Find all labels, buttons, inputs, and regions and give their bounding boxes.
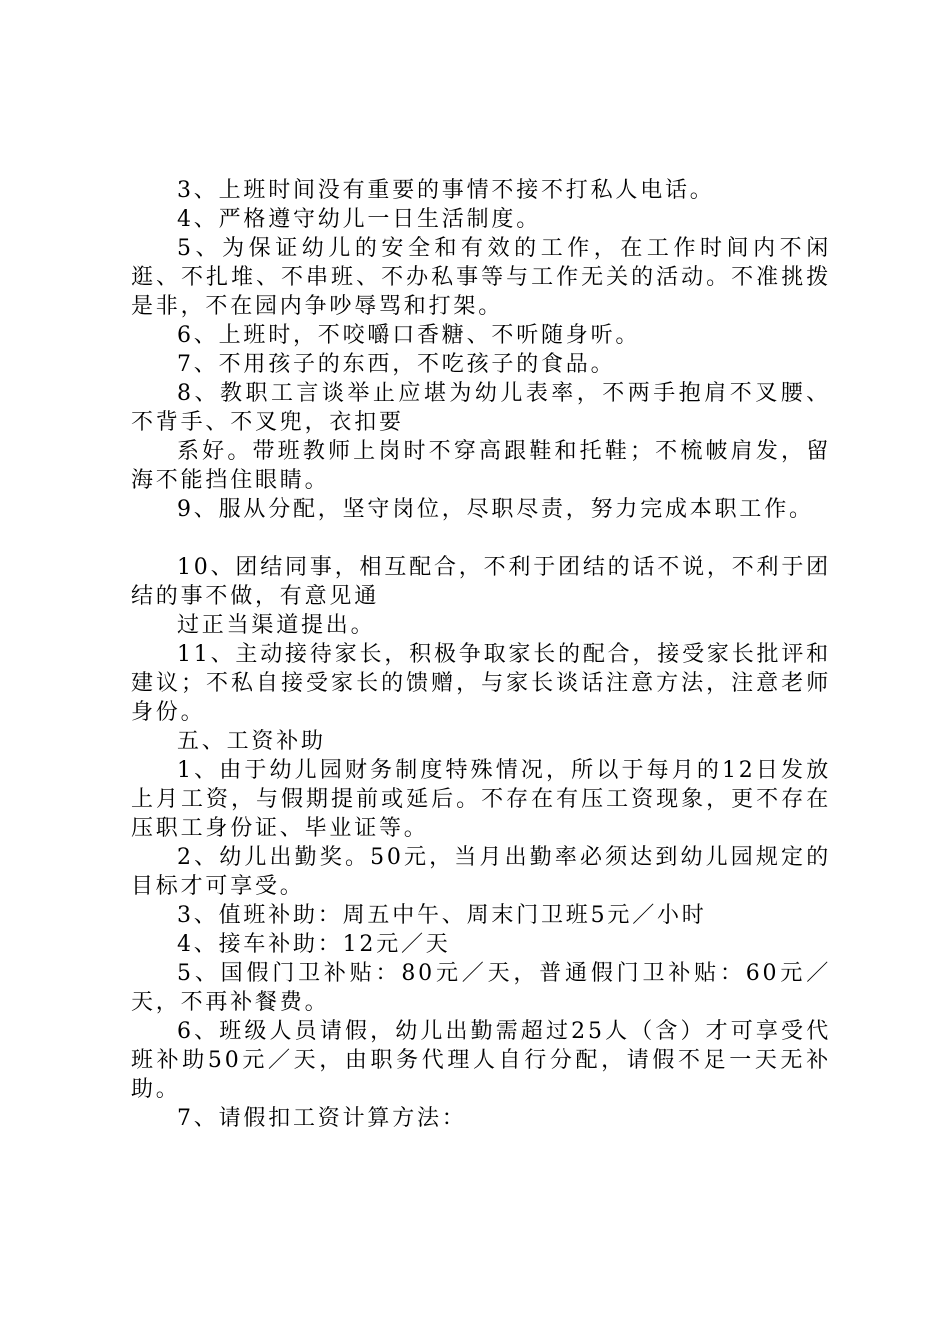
paragraph-rule-3: 3、上班时间没有重要的事情不接不打私人电话。	[177, 178, 715, 203]
paragraph-rule-8: 8、教职工言谈举止应堪为幼儿表率，不两手抱肩不叉腰、不背手、不叉兜，衣扣要	[131, 381, 831, 435]
paragraph-salary-4: 4、接车补助：12元／天	[177, 932, 451, 957]
paragraph-salary-5: 5、国假门卫补贴：80元／天，普通假门卫补贴：60元／天，不再补餐费。	[131, 961, 831, 1015]
paragraph-rule-4: 4、严格遵守幼儿一日生活制度。	[177, 207, 541, 232]
paragraph-salary-6: 6、班级人员请假，幼儿出勤需超过25人（含）才可享受代班补助50元／天，由职务代理人自行分配，请假不足一天无补助。	[131, 1019, 831, 1102]
document-body	[131, 176, 831, 1133]
paragraph-rule-9: 9、服从分配，坚守岗位，尽职尽责，努力完成本职工作。	[177, 497, 814, 522]
paragraph-spacer	[131, 524, 831, 553]
paragraph-salary-2: 2、幼儿出勤奖。50元，当月出勤率必须达到幼儿园规定的目标才可享受。	[131, 845, 831, 899]
paragraph-rule-6: 6、上班时，不咬嚼口香糖、不听随身听。	[177, 323, 641, 348]
paragraph-rule-5: 5、为保证幼儿的安全和有效的工作，在工作时间内不闲逛、不扎堆、不串班、不办私事等与工作无关的活动。不准挑拨是非，不在园内争吵辱骂和打架。	[131, 236, 831, 319]
paragraph-rule-10: 10、团结同事，相互配合，不利于团结的话不说，不利于团结的事不做，有意见通	[131, 555, 831, 609]
paragraph-rule-11: 11、主动接待家长，积极争取家长的配合，接受家长批评和建议；不私自接受家长的馈赠，与家长谈话注意方法，注意老师身份。	[131, 642, 831, 725]
paragraph-rule-8-continued: 系好。带班教师上岗时不穿高跟鞋和托鞋；不梳帔肩发，留海不能挡住眼睛。	[131, 439, 831, 493]
paragraph-rule-10-continued: 过正当渠道提出。	[177, 613, 376, 638]
paragraph-salary-7: 7、请假扣工资计算方法：	[177, 1106, 467, 1131]
paragraph-salary-3: 3、值班补助：周五中午、周末门卫班5元／小时	[177, 903, 707, 928]
paragraph-salary-1: 1、由于幼儿园财务制度特殊情况，所以于每月的12日发放上月工资，与假期提前或延后。不存在有压工资现象，更不存在压职工身份证、毕业证等。	[131, 758, 831, 841]
section-heading-salary: 五、工资补助	[177, 729, 326, 754]
paragraph-rule-7: 7、不用孩子的东西，不吃孩子的食品。	[177, 352, 616, 377]
